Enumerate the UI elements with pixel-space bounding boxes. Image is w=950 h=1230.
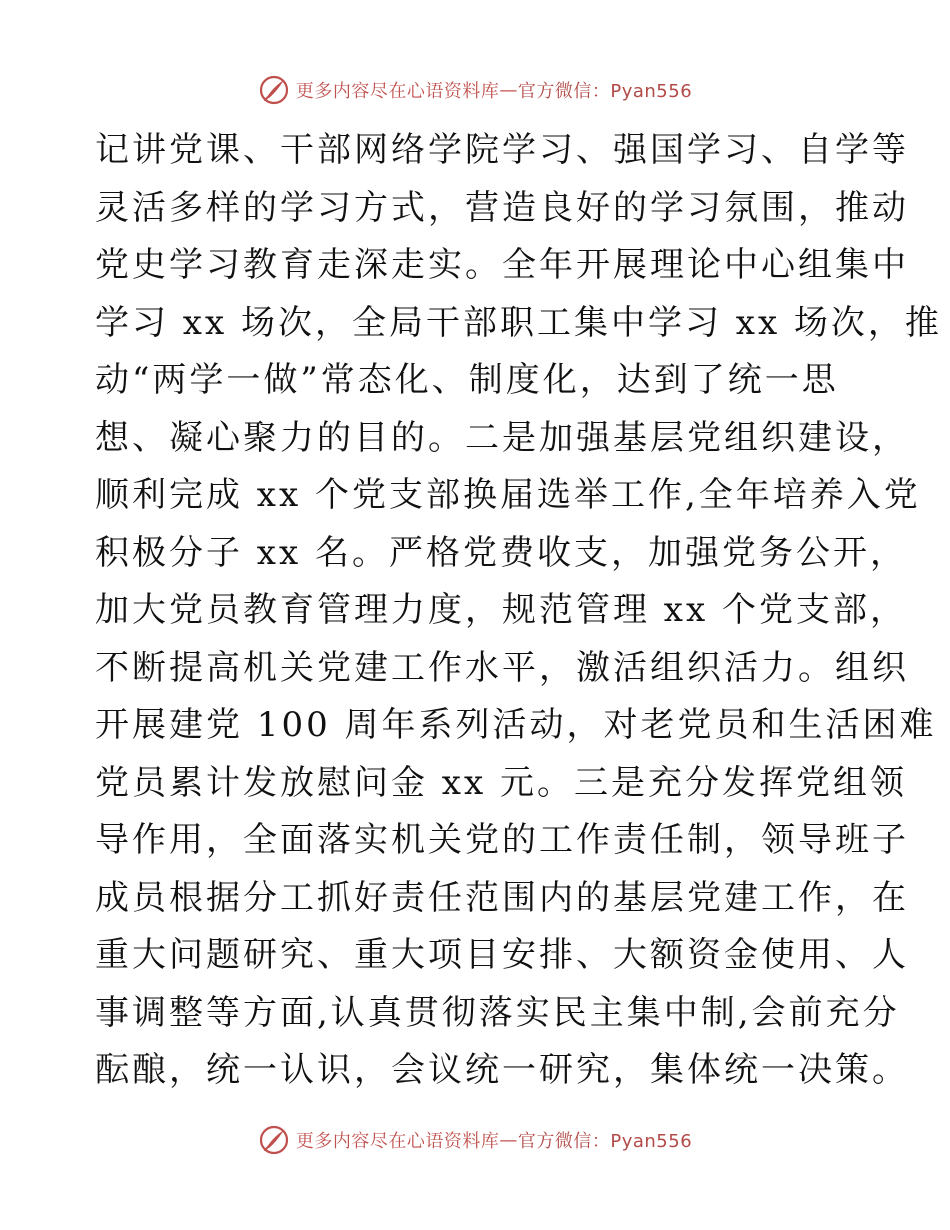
text-line: 想、凝心聚力的目的。二是加强基层党组织建设， <box>95 417 909 458</box>
text-line: 党员累计发放慰问金 xx 元。三是充分发挥党组领 <box>95 762 907 803</box>
text-line: 顺利完成 xx 个党支部换届选举工作,全年培养入党 <box>95 475 921 515</box>
text-line: 加大党员教育管理力度，规范管理 xx 个党支部， <box>95 590 907 630</box>
text-line: 导作用，全面落实机关党的工作责任制，领导班子 <box>95 820 909 860</box>
text-line: 开展建党 100 周年系列活动，对老党员和生活困难 <box>95 705 937 745</box>
text-line: 学习 xx 场次，全局干部职工集中学习 xx 场次，推 <box>95 302 942 343</box>
text-line: 灵活多样的学习方式，营造良好的学习氛围，推动 <box>95 187 909 228</box>
watermark-wechat: 官方微信：Pyan556 <box>517 81 693 102</box>
header-watermark <box>0 72 950 108</box>
document-body <box>95 122 942 1100</box>
text-line: 成员根据分工抓好责任范围内的基层党建工作，在 <box>95 877 909 918</box>
text-line: 事调整等方面,认真贯彻落实民主集中制,会前充分 <box>95 992 900 1033</box>
watermark-text: 更多内容尽在心语资料库 <box>295 1131 500 1152</box>
quill-circle-icon <box>258 74 290 106</box>
quill-circle-icon <box>258 1124 290 1156</box>
text-line: 记讲党课、干部网络学院学习、强国学习、自学等 <box>95 130 909 170</box>
footer-watermark <box>0 1122 950 1158</box>
watermark-wechat: 官方微信：Pyan556 <box>517 1131 693 1152</box>
text-line: 不断提高机关党建工作水平，激活组织活力。组织 <box>95 647 909 688</box>
watermark-text: 更多内容尽在心语资料库 <box>295 81 500 102</box>
watermark-separator: — <box>499 79 518 101</box>
text-line: 党史学习教育走深走实。全年开展理论中心组集中 <box>95 245 909 285</box>
text-line: 积极分子 xx 名。严格党费收支，加强党务公开， <box>95 532 907 573</box>
watermark-separator: — <box>499 1129 518 1151</box>
text-line: 酝酿，统一认识，会议统一研究，集体统一决策。 <box>95 1050 909 1090</box>
text-line: 重大问题研究、重大项目安排、大额资金使用、人 <box>95 935 909 975</box>
text-line: 动“两学一做”常态化、制度化，达到了统一思 <box>95 360 839 400</box>
